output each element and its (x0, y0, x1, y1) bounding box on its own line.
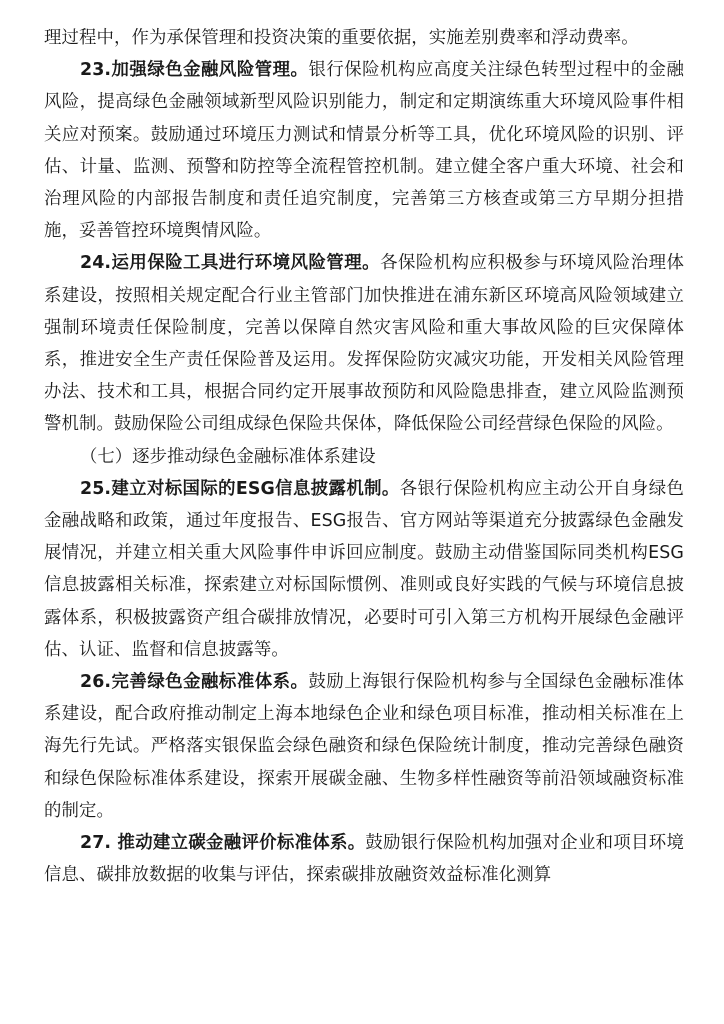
paragraph-heading: 27. 推动建立碳金融评价标准体系。 (80, 833, 366, 854)
paragraph-24 (44, 247, 684, 440)
paragraph-text: 理过程中，作为承保管理和投资决策的重要依据，实施差别费率和浮动费率。 (44, 28, 639, 48)
paragraph-26 (44, 666, 684, 827)
paragraph-body: 银行保险机构应高度关注绿色转型过程中的金融风险，提高绿色金融领域新型风险识别能力，制定和定期演练重大环境风险事件相关应对预案。鼓励通过环境压力测试和情景分析等工具，优化环境风险的识别、评估、计量、监测、预警和防控等全流程管控机制。建立健全客户重大环境、社会和治理风险的内部报告制度和责任追究制度，完善第三方核查或第三方早期分担措施，妥善管控环境舆情风险。 (44, 60, 684, 242)
paragraph-body: 各保险机构应积极参与环境风险治理体系建设，按照相关规定配合行业主管部门加快推进在浦东新区环境高风险领域建立强制环境责任保险制度，完善以保障自然灾害风险和重大事故风险的巨灾保障体系，推进安全生产责任保险普及运用。发挥保险防灾减灾功能，开发相关风险管理办法、技术和工具，根据合同约定开展事故预防和风险隐患排查，建立风险监测预警机制。鼓励保险公司组成绿色保险共保体，降低保险公司经营绿色保险的风险。 (44, 253, 684, 435)
paragraph-continuation (44, 22, 684, 54)
paragraph-heading: 24.运用保险工具进行环境风险管理。 (80, 253, 381, 274)
section-heading-7 (44, 441, 684, 473)
paragraph-heading: 23.加强绿色金融风险管理。 (80, 60, 309, 81)
section-title: （七）逐步推动绿色金融标准体系建设 (80, 446, 376, 467)
paragraph-27 (44, 827, 684, 891)
paragraph-23 (44, 54, 684, 247)
paragraph-25 (44, 473, 684, 666)
paragraph-body: 鼓励上海银行保险机构参与全国绿色金融标准体系建设，配合政府推动制定上海本地绿色企业和绿色项目标准，推动相关标准在上海先行先试。严格落实银保监会绿色融资和绿色保险统计制度，推动完善绿色融资和绿色保险标准体系建设，探索开展碳金融、生物多样性融资等前沿领域融资标准的制定。 (44, 672, 684, 821)
paragraph-heading: 25.建立对标国际的ESG信息披露机制。 (80, 478, 400, 499)
paragraph-body: 各银行保险机构应主动公开自身绿色金融战略和政策，通过年度报告、ESG报告、官方网站等渠道充分披露绿色金融发展情况，并建立相关重大风险事件申诉回应制度。鼓励主动借鉴国际同类机构ESG信息披露相关标准，探索建立对标国际惯例、准则或良好实践的气候与环境信息披露体系，积极披露资产组合碳排放情况，必要时可引入第三方机构开展绿色金融评估、认证、监督和信息披露等。 (44, 478, 684, 660)
paragraph-body: 鼓励银行保险机构加强对企业和项目环境信息、碳排放数据的收集与评估，探索碳排放融资效益标准化测算 (44, 833, 684, 886)
paragraph-heading: 26.完善绿色金融标准体系。 (80, 672, 309, 693)
document-page (44, 22, 684, 891)
